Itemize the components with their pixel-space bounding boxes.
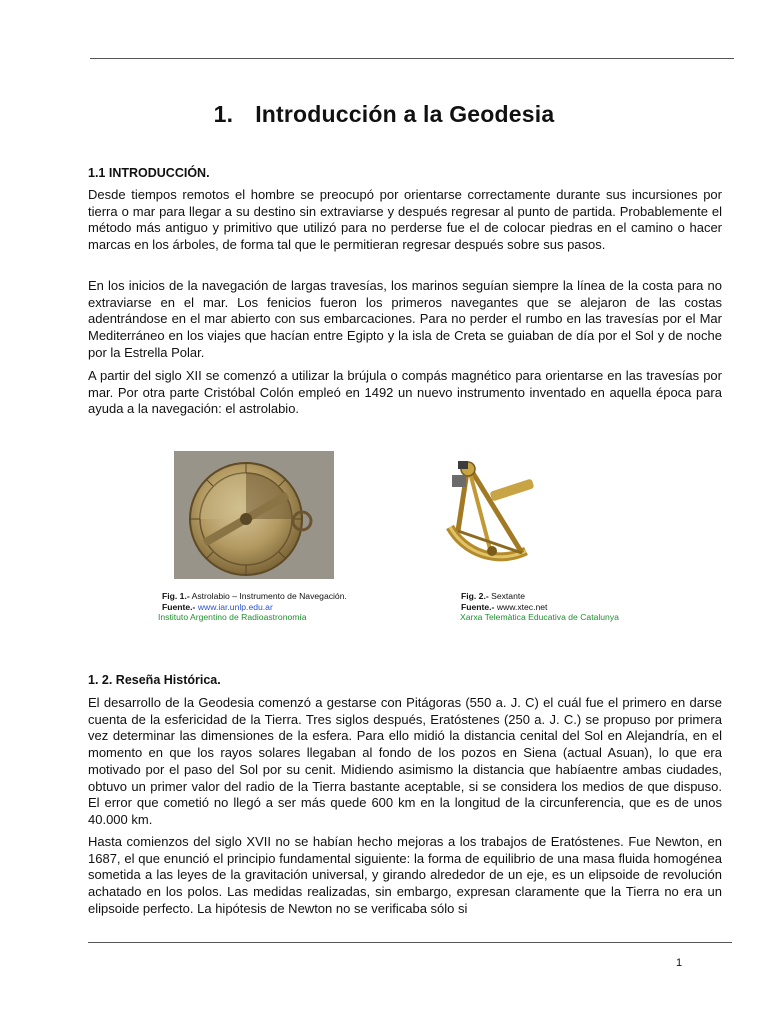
source-label: Fuente.- <box>461 601 495 612</box>
figure-1-caption <box>158 591 347 623</box>
source-institution: Instituto Argentino de Radioastronomía <box>158 612 307 622</box>
figure-label: Fig. 2.- <box>461 591 489 601</box>
source-link[interactable]: www.iar.unlp.edu.ar <box>197 601 273 612</box>
source-institution: Xarxa Telemàtica Educativa de Catalunya <box>460 612 619 622</box>
figure-2-caption <box>461 591 619 623</box>
paragraph: A partir del siglo XII se comenzó a utilizar la brújula o compás magnético para orientarse en las travesías por mar. Por otra parte Cristóbal Colón empleó en 1492 un nuevo instrumento inventado en aquella época para ayuda a la navegación: el astrolabio. <box>88 368 722 417</box>
paragraph: Hasta comienzos del siglo XVII no se habían hecho mejoras a los trabajos de Eratóstenes. Fue Newton, en 1687, el que enunció el principio fundamental siguiente: la forma de equilibrio de una masa fluida homogénea sometida a las leyes de la gravitación universal, y girando alrededor de un eje, es un elipsoide de revolución achatado en los polos. Las medidas realizadas, sin embargo, expresan claramente que la Tierra no era un elipsoide perfecto. La hipótesis de Newton no se verificaba sólo si <box>88 834 722 916</box>
page-number: 1 <box>676 957 683 969</box>
section-heading-resena-historica: 1. 2. Reseña Histórica. <box>88 673 221 687</box>
figure-caption-text: Sextante <box>491 591 526 601</box>
chapter-title: Introducción a la Geodesia <box>255 101 555 127</box>
header-rule <box>90 58 734 59</box>
footer-rule <box>88 942 732 943</box>
paragraph: El desarrollo de la Geodesia comenzó a gestarse con Pitágoras (550 a. J. C) el cuál fue el primero en darse cuenta de la esfericidad de la Tierra. Tres siglos después, Eratóstenes (250 a. J. C.) se propuso por primera vez determinar las dimensiones de la esfera. Para ello midió la distancia cenital del Sol en Alejandría, en el momento en que los rayos solares llegaban al fondo de los pozos en Siena (actual Asuan), lo que era motivado por el paso del Sol por su cenit. Midiendo asimismo la distancia que habíaentre ambas ciudades, obtuvo un primer valor del radio de la Tierra bastante aceptable, si se considera los medios de que dispuso. El error que cometió no llegó a ser más quede 600 km en la longitud de la circunferencia, que es de unos 40.000 km. <box>88 695 722 827</box>
section-heading-introduccion: 1.1 INTRODUCCIÓN. <box>88 166 210 180</box>
paragraph: Desde tiempos remotos el hombre se preocupó por orientarse correctamente durante sus incursiones por tierra o mar para llegar a su destino sin extraviarse y después regresar al punto de partida. Probablemente el método más antiguo y primitivo que utilizó para no perderse fue el de colocar piedras en el camino o hacer marcas en los árboles, de forma tal que le permitieran regresar después sobre sus pasos. <box>88 187 722 253</box>
sextant-image <box>428 455 548 573</box>
source-label: Fuente.- <box>162 601 196 612</box>
astrolabe-image <box>174 451 334 579</box>
source-link[interactable]: www.xtec.net <box>496 601 548 612</box>
figure-caption-text: Astrolabio – Instrumento de Navegación. <box>191 591 347 601</box>
page-title <box>0 101 768 128</box>
figure-label: Fig. 1.- <box>162 591 190 601</box>
paragraph: En los inicios de la navegación de largas travesías, los marinos seguían siempre la línea de la costa para no extraviarse en el mar. Los fenicios fueron los primeros navegantes que se alejaron de las costas adentrándose en el mar abierto con sus embarcaciones. Para no perder el rumbo en las travesías por el Mar Mediterráneo en los viajes que hacían entre Egipto y la isla de Creta se guiaban de día por el Sol y de noche por la Estrella Polar. <box>88 278 722 360</box>
chapter-number: 1. <box>213 101 234 127</box>
